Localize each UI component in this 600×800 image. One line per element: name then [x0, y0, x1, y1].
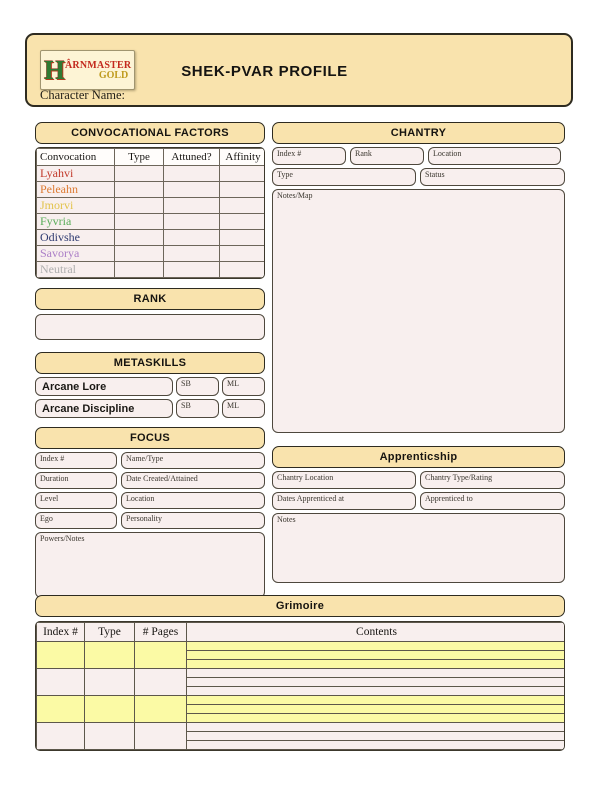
table-row: [37, 246, 266, 262]
sb-label: SB: [181, 379, 191, 388]
convocation-type-cell[interactable]: [115, 214, 164, 230]
ml-label: ML: [227, 379, 239, 388]
grimoire-contents-line[interactable]: [187, 723, 566, 732]
arcane-discipline-sb-field[interactable]: [176, 399, 219, 418]
grimoire-index-cell[interactable]: [37, 723, 85, 750]
focus-row: [35, 452, 265, 469]
grimoire-contents-line[interactable]: [187, 669, 566, 678]
convocation-attuned-cell[interactable]: [164, 166, 220, 182]
column-header-pages: # Pages: [135, 623, 187, 642]
column-header-type: Type: [115, 149, 164, 166]
focus-row: [35, 472, 265, 489]
section-header-grimoire: Grimoire: [35, 595, 565, 617]
grimoire-type-cell[interactable]: [85, 669, 135, 696]
table-row: [37, 166, 266, 182]
convocational-factors-table: [35, 147, 265, 279]
grimoire-contents-line[interactable]: [187, 642, 566, 651]
field-label: Dates Apprenticed at: [277, 494, 345, 503]
grimoire-pages-cell[interactable]: [135, 642, 187, 669]
field-label: Location: [126, 494, 155, 503]
grimoire-contents-line[interactable]: [187, 696, 566, 705]
grimoire-type-cell[interactable]: [85, 642, 135, 669]
convocation-name-fyvria: Fyvria: [37, 214, 115, 230]
chantry-rank-field[interactable]: [350, 147, 424, 165]
field-label: Name/Type: [126, 454, 164, 463]
field-label: Type: [277, 170, 293, 179]
focus-duration-field[interactable]: [35, 472, 117, 489]
grimoire-section: [35, 595, 565, 751]
field-label: Level: [40, 494, 59, 503]
right-column: [272, 122, 565, 583]
grimoire-contents-line[interactable]: [187, 660, 566, 669]
apprenticeship-row: [272, 492, 565, 510]
convocation-affinity-cell[interactable]: [220, 198, 266, 214]
sheet-header: [25, 33, 573, 107]
convocation-attuned-cell[interactable]: [164, 198, 220, 214]
apprenticeship-apprenticed-to-field[interactable]: [420, 492, 565, 510]
field-label: Chantry Location: [277, 473, 334, 482]
column-header-type: Type: [85, 623, 135, 642]
convocation-affinity-cell[interactable]: [220, 262, 266, 278]
convocation-name-peleahn: Peleahn: [37, 182, 115, 198]
convocation-type-cell[interactable]: [115, 246, 164, 262]
grimoire-pages-cell[interactable]: [135, 696, 187, 723]
chantry-status-field[interactable]: [420, 168, 565, 186]
apprenticeship-chantry-type-rating-field[interactable]: [420, 471, 565, 489]
section-header-chantry: CHANTRY: [272, 122, 565, 144]
focus-date-field[interactable]: [121, 472, 265, 489]
field-label: Date Created/Attained: [126, 474, 198, 483]
grimoire-contents-line[interactable]: [187, 705, 566, 714]
convocation-name-lyahvi: Lyahvi: [37, 166, 115, 182]
convocation-attuned-cell[interactable]: [164, 182, 220, 198]
focus-row: [35, 512, 265, 529]
field-label: Status: [425, 170, 445, 179]
metaskill-row: [35, 377, 265, 396]
convocation-affinity-cell[interactable]: [220, 230, 266, 246]
page-title: SHEK-PVAR PROFILE: [181, 63, 348, 80]
metaskill-arcane-lore-field[interactable]: [35, 377, 173, 396]
chantry-type-field[interactable]: [272, 168, 416, 186]
convocation-type-cell[interactable]: [115, 198, 164, 214]
convocation-attuned-cell[interactable]: [164, 262, 220, 278]
field-label: Notes: [277, 515, 296, 524]
arcane-discipline-ml-field[interactable]: [222, 399, 265, 418]
field-label: Rank: [355, 149, 372, 158]
metaskill-label: Arcane Discipline: [42, 402, 135, 415]
focus-ego-field[interactable]: [35, 512, 117, 529]
arcane-lore-sb-field[interactable]: [176, 377, 219, 396]
table-row: [37, 182, 266, 198]
grimoire-contents-line[interactable]: [187, 687, 566, 696]
field-label: Personality: [126, 514, 162, 523]
table-row: [37, 214, 266, 230]
metaskill-label: Arcane Lore: [42, 380, 107, 393]
ml-label: ML: [227, 401, 239, 410]
logo-illuminated-initial: H: [44, 54, 66, 85]
field-label: Apprenticed to: [425, 494, 473, 503]
field-label: Index #: [40, 454, 65, 463]
chantry-notes-map-field[interactable]: [272, 189, 565, 433]
section-header-convocational-factors: CONVOCATIONAL FACTORS: [35, 122, 265, 144]
chantry-location-field[interactable]: [428, 147, 561, 165]
section-header-metaskills: METASKILLS: [35, 352, 265, 374]
focus-powers-notes-field[interactable]: [35, 532, 265, 598]
grimoire-index-cell[interactable]: [37, 696, 85, 723]
convocation-name-neutral: Neutral: [37, 262, 115, 278]
field-label: Ego: [40, 514, 53, 523]
convocation-name-jmorvi: Jmorvi: [37, 198, 115, 214]
field-label: Notes/Map: [277, 191, 313, 200]
convocation-name-savorya: Savorya: [37, 246, 115, 262]
grimoire-entry-row: [37, 642, 566, 651]
section-header-apprenticeship: Apprenticship: [272, 446, 565, 468]
convocation-attuned-cell[interactable]: [164, 230, 220, 246]
convocation-attuned-cell[interactable]: [164, 246, 220, 262]
field-label: Location: [433, 149, 462, 158]
field-label: Duration: [40, 474, 69, 483]
convocation-type-cell[interactable]: [115, 230, 164, 246]
field-label: Index #: [277, 149, 302, 158]
column-header-convocation: Convocation: [37, 149, 115, 166]
focus-level-field[interactable]: [35, 492, 117, 509]
chantry-index-field[interactable]: [272, 147, 346, 165]
grimoire-entry-row: [37, 696, 566, 705]
metaskill-arcane-discipline-field[interactable]: [35, 399, 173, 418]
grimoire-contents-line[interactable]: [187, 741, 566, 750]
convocation-name-odivshe: Odivshe: [37, 230, 115, 246]
grimoire-entry-row: [37, 723, 566, 732]
convocation-type-cell[interactable]: [115, 262, 164, 278]
table-row: [37, 198, 266, 214]
apprenticeship-dates-field[interactable]: [272, 492, 416, 510]
grimoire-contents-line[interactable]: [187, 651, 566, 660]
logo-edition: GOLD: [98, 69, 129, 81]
sb-label: SB: [181, 401, 191, 410]
field-label: Powers/Notes: [40, 534, 85, 543]
grimoire-contents-line[interactable]: [187, 714, 566, 723]
grimoire-type-cell[interactable]: [85, 723, 135, 750]
convocation-table-header: [37, 149, 266, 166]
character-name-label: Character Name:: [40, 88, 126, 102]
character-name-field[interactable]: [137, 87, 561, 103]
apprenticeship-row: [272, 471, 565, 489]
harnmaster-gold-logo: [40, 50, 135, 90]
grimoire-table-header: [37, 623, 566, 642]
convocation-affinity-cell[interactable]: [220, 166, 266, 182]
focus-name-type-field[interactable]: [121, 452, 265, 469]
grimoire-entry-row: [37, 669, 566, 678]
grimoire-contents-line[interactable]: [187, 732, 566, 741]
logo-name: ÂRNMASTER: [65, 59, 132, 71]
table-row: [37, 230, 266, 246]
grimoire-pages-cell[interactable]: [135, 669, 187, 696]
table-row: [37, 262, 266, 278]
focus-personality-field[interactable]: [121, 512, 265, 529]
rank-field[interactable]: [35, 314, 265, 340]
grimoire-type-cell[interactable]: [85, 696, 135, 723]
section-header-rank: RANK: [35, 288, 265, 310]
section-header-focus: FOCUS: [35, 427, 265, 449]
logo-text: [65, 60, 131, 81]
metaskill-row: [35, 399, 265, 418]
convocation-affinity-cell[interactable]: [220, 214, 266, 230]
column-header-contents: Contents: [187, 623, 566, 642]
chantry-row: [272, 168, 565, 186]
column-header-index: Index #: [37, 623, 85, 642]
grimoire-contents-line[interactable]: [187, 678, 566, 687]
column-header-attuned: Attuned?: [164, 149, 220, 166]
grimoire-pages-cell[interactable]: [135, 723, 187, 750]
field-label: Chantry Type/Rating: [425, 473, 493, 482]
focus-index-field[interactable]: [35, 452, 117, 469]
convocation-affinity-cell[interactable]: [220, 182, 266, 198]
focus-location-field[interactable]: [121, 492, 265, 509]
grimoire-table: [35, 621, 565, 751]
chantry-row: [272, 147, 565, 165]
grimoire-index-cell[interactable]: [37, 669, 85, 696]
apprenticeship-notes-field[interactable]: [272, 513, 565, 583]
focus-row: [35, 492, 265, 509]
column-header-affinity: Affinity: [220, 149, 266, 166]
left-column: [35, 122, 265, 598]
grimoire-index-cell[interactable]: [37, 642, 85, 669]
convocation-affinity-cell[interactable]: [220, 246, 266, 262]
convocation-attuned-cell[interactable]: [164, 214, 220, 230]
convocation-type-cell[interactable]: [115, 166, 164, 182]
arcane-lore-ml-field[interactable]: [222, 377, 265, 396]
apprenticeship-chantry-location-field[interactable]: [272, 471, 416, 489]
convocation-type-cell[interactable]: [115, 182, 164, 198]
